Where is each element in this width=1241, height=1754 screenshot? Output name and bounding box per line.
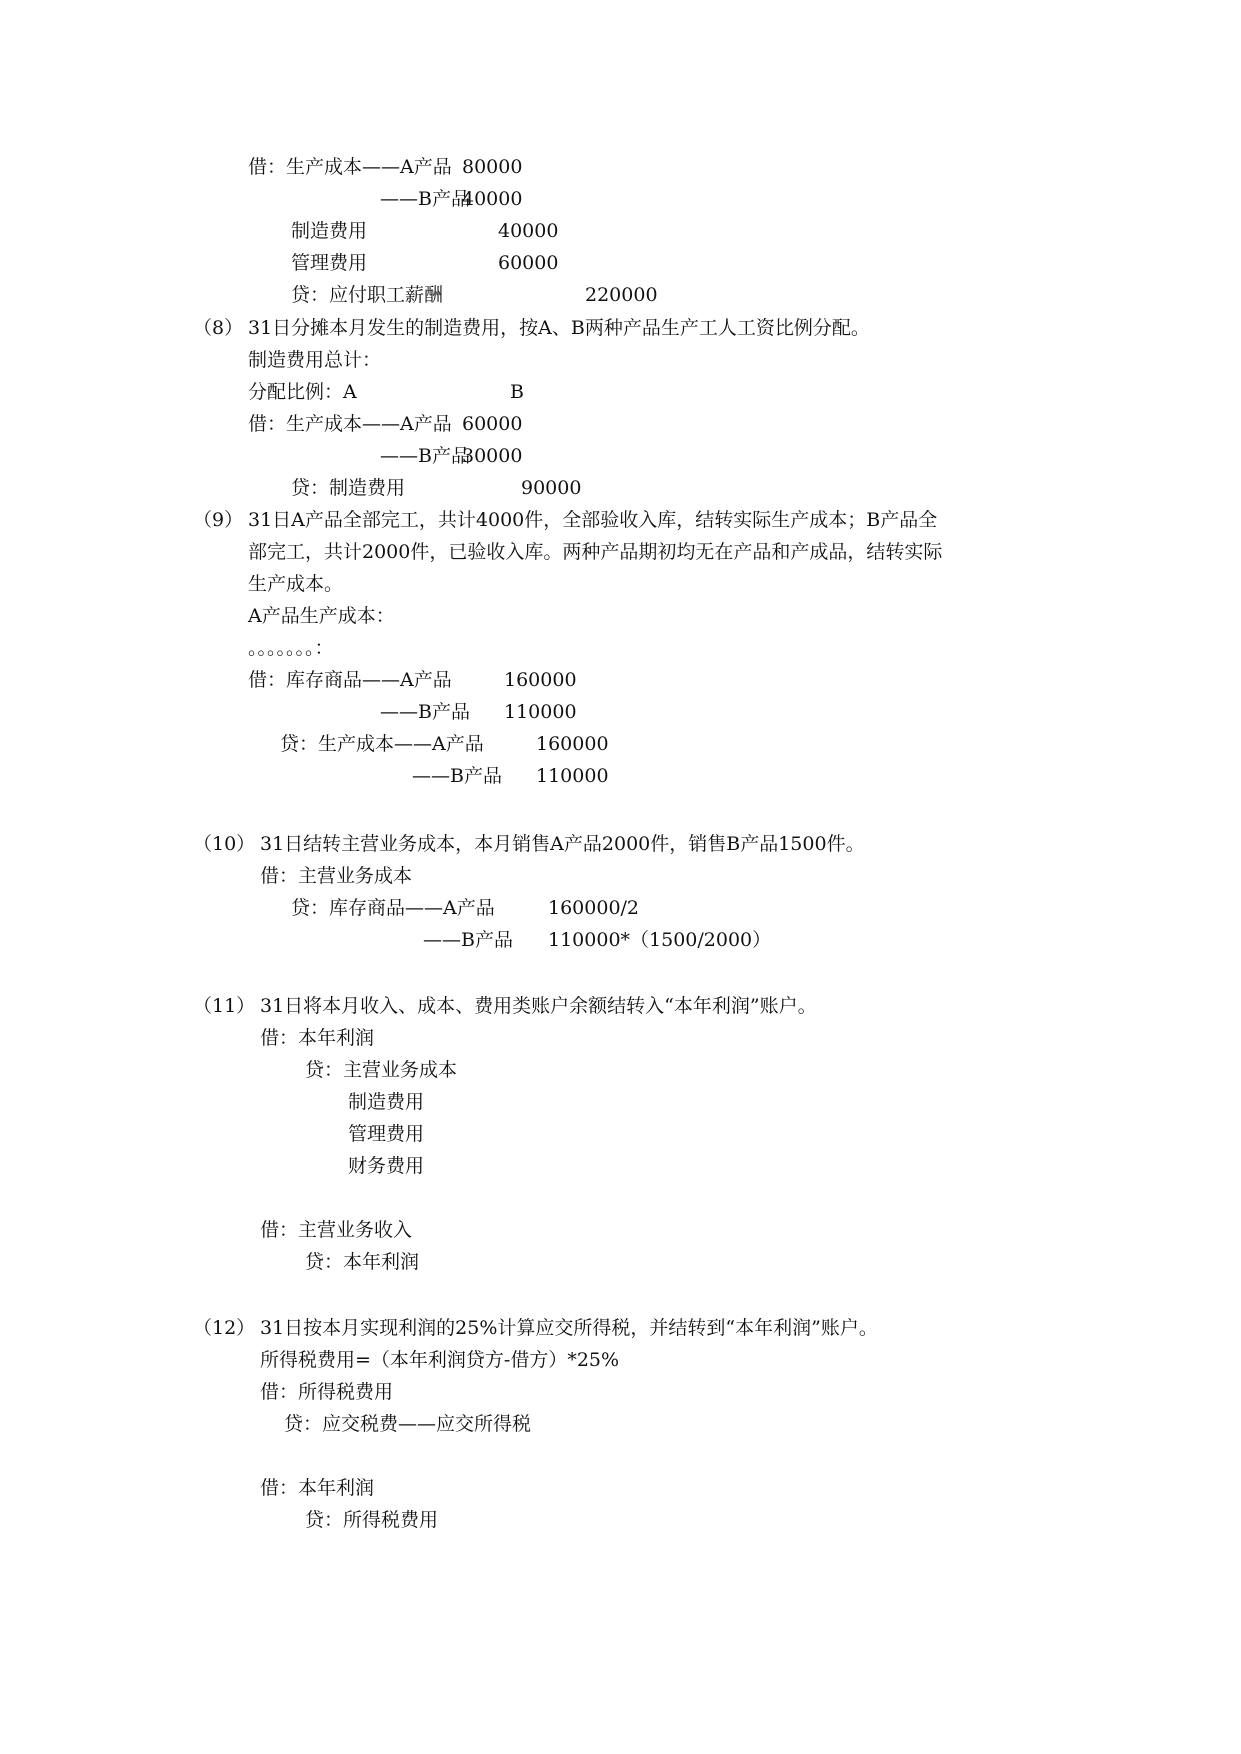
entry-amount: 160000 <box>504 669 577 691</box>
entry-line: ——B产品 <box>423 929 513 951</box>
entry-amount: 40000 <box>498 220 559 242</box>
item-text: 生产成本。 <box>248 573 344 595</box>
item-number: （11） <box>193 995 256 1017</box>
item-text: 31日分摊本月发生的制造费用，按A、B两种产品生产工人工资比例分配。 <box>248 317 870 339</box>
entry-line: 贷：所得税费用 <box>305 1509 439 1531</box>
entry-line: 借：本年利润 <box>260 1027 375 1049</box>
entry-line: 管理费用 <box>291 252 368 274</box>
entry-line: 借：主营业务收入 <box>260 1219 413 1241</box>
entry-line: 借：所得税费用 <box>260 1381 394 1403</box>
item-number: （12） <box>193 1317 256 1339</box>
entry-amount: 220000 <box>585 284 658 306</box>
entry-line: B <box>510 381 524 403</box>
entry-line: 制造费用 <box>291 220 368 242</box>
entry-amount: 160000/2 <box>548 897 640 919</box>
formula-line: 所得税费用=（本年利润贷方-借方）*25% <box>260 1349 620 1371</box>
entry-line: 贷：主营业务成本 <box>305 1059 458 1081</box>
entry-line: 贷：库存商品——A产品 <box>291 897 495 919</box>
entry-line: 借：库存商品——A产品 <box>248 669 452 691</box>
entry-line: 贷：应交税费——应交所得税 <box>284 1413 532 1435</box>
entry-amount: 60000 <box>498 252 559 274</box>
entry-amount: 30000 <box>462 445 523 467</box>
entry-line: 分配比例：A <box>248 381 357 403</box>
entry-line: ——B产品 <box>380 188 470 210</box>
entry-line: 借：本年利润 <box>260 1477 375 1499</box>
entry-line: 贷：应付职工薪酬 <box>291 284 444 306</box>
entry-line: 管理费用 <box>348 1123 425 1145</box>
item-number: （8） <box>193 317 244 339</box>
item-text: 31日结转主营业务成本，本月销售A产品2000件，销售B产品1500件。 <box>260 833 865 855</box>
entry-line: ——B产品 <box>412 765 502 787</box>
entry-amount: 110000 <box>536 765 609 787</box>
entry-amount: 110000*（1500/2000） <box>548 929 772 951</box>
item-text: 31日按本月实现利润的25%计算应交所得税，并结转到“本年利润”账户。 <box>260 1317 878 1339</box>
entry-amount: 80000 <box>462 156 523 178</box>
entry-line: 制造费用总计： <box>248 349 382 371</box>
entry-line: 贷：本年利润 <box>305 1251 420 1273</box>
item-number: （10） <box>193 833 256 855</box>
item-number: （9） <box>193 509 244 531</box>
entry-line: 贷：生产成本——A产品 <box>280 733 484 755</box>
entry-amount: 60000 <box>462 413 523 435</box>
entry-amount: 90000 <box>521 477 582 499</box>
entry-line: ——B产品 <box>380 445 470 467</box>
entry-amount: 40000 <box>462 188 523 210</box>
entry-line: 贷：制造费用 <box>291 477 406 499</box>
entry-amount: 160000 <box>536 733 609 755</box>
item-text: 31日A产品全部完工，共计4000件，全部验收入库，结转实际生产成本；B产品全 <box>248 509 938 531</box>
entry-line: 制造费用 <box>348 1091 425 1113</box>
entry-line: A产品生产成本： <box>248 605 395 627</box>
entry-line: 财务费用 <box>348 1155 425 1177</box>
item-text: 31日将本月收入、成本、费用类账户余额结转入“本年利润”账户。 <box>260 995 817 1017</box>
item-text: 部完工，共计2000件，已验收入库。两种产品期初均无在产品和产成品，结转实际 <box>248 541 943 563</box>
entry-amount: 110000 <box>504 701 577 723</box>
entry-line: 借：主营业务成本 <box>260 865 413 887</box>
entry-line: 。。。。。。。： <box>248 637 334 659</box>
entry-line: 借：生产成本——A产品 <box>248 413 452 435</box>
entry-line: ——B产品 <box>380 701 470 723</box>
entry-line: 借：生产成本——A产品 <box>248 156 452 178</box>
